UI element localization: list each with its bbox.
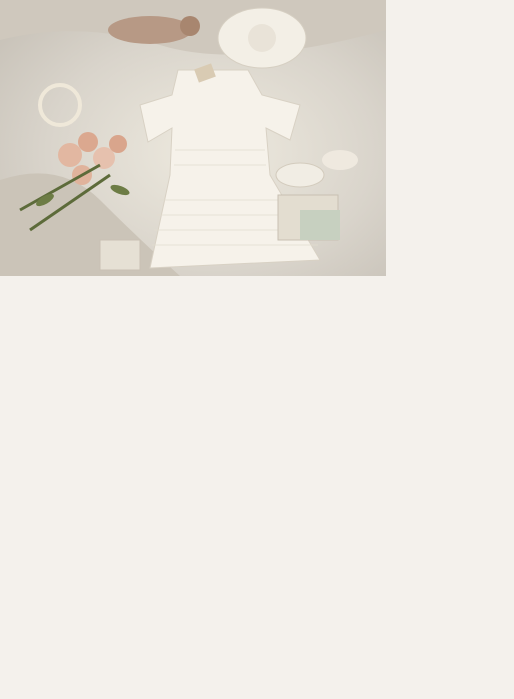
instructions-right-column <box>386 0 510 330</box>
legend-knit <box>172 503 262 505</box>
instructions-col-3 <box>264 280 384 476</box>
instructions-col-4 <box>386 332 510 502</box>
scheme-2-chart <box>40 620 168 676</box>
legend-crochet <box>278 605 378 607</box>
christening-dress-photo <box>0 0 386 276</box>
instructions-col-2 <box>160 280 262 476</box>
photo-illustration <box>0 0 386 276</box>
scheme-3-chart <box>270 494 506 582</box>
scheme-1-chart <box>40 487 168 611</box>
instructions-col-1 <box>40 325 158 475</box>
